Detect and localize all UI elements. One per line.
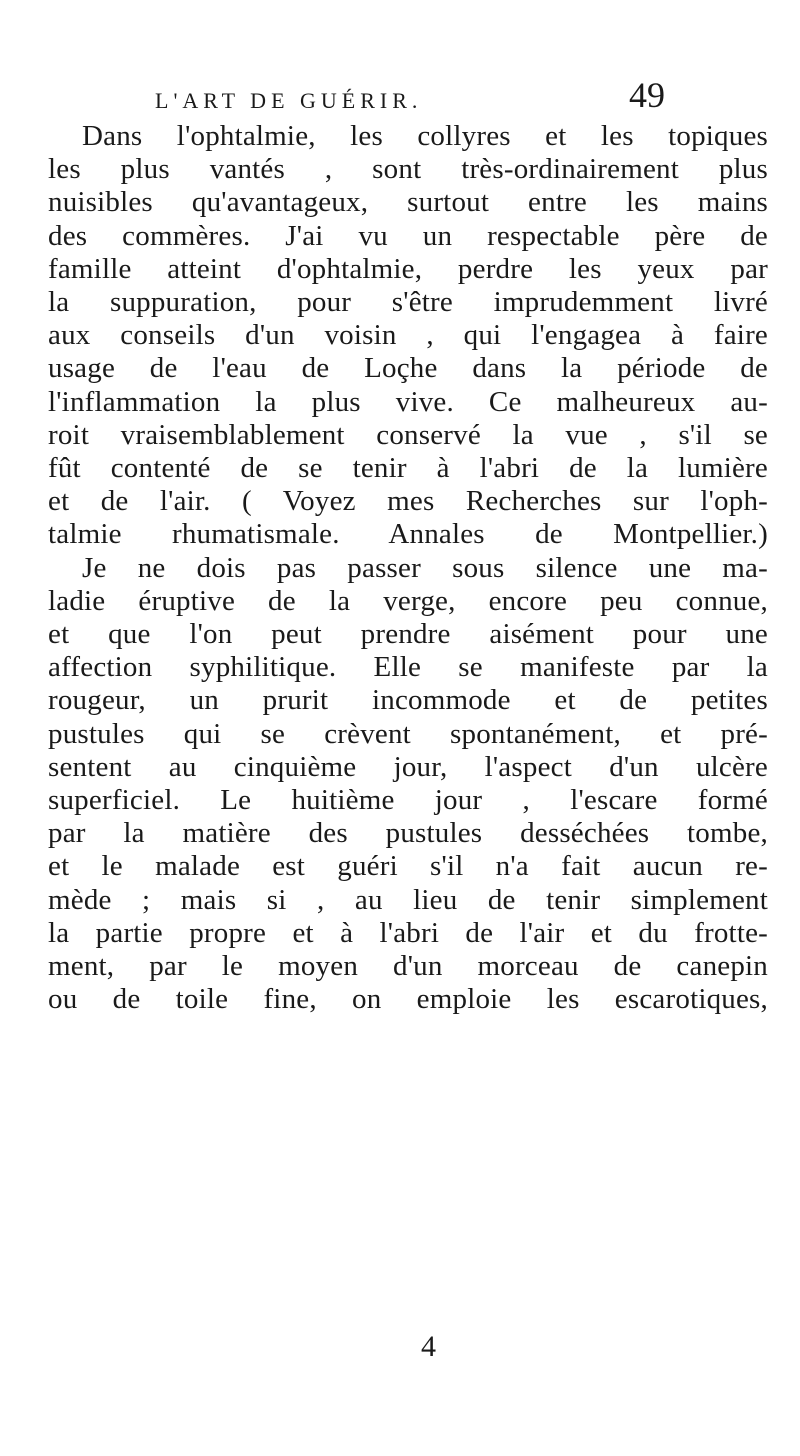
text-line: sentent au cinquième jour, l'aspect d'un ulcère [48, 750, 768, 783]
page-header [155, 74, 665, 118]
text-line: affection syphilitique. Elle se manifeste par la [48, 651, 768, 684]
body-text [48, 120, 768, 1016]
text-line: famille atteint d'ophtalmie, perdre les yeux par [48, 252, 768, 285]
text-line: et que l'on peut prendre aisément pour une [48, 618, 768, 651]
text-line: les plus vantés , sont très-ordinairement plus [48, 153, 768, 186]
page-number: 49 [629, 75, 665, 115]
text-line: usage de l'eau de Loçhe dans la période de [48, 352, 768, 385]
text-line: talmie rhumatismale. Annales de Montpellier.) [48, 518, 768, 551]
signature-mark: 4 [421, 1330, 436, 1363]
text-line: ment, par le moyen d'un morceau de canepin [48, 950, 768, 983]
text-line: aux conseils d'un voisin , qui l'engagea à faire [48, 319, 768, 352]
text-line: ladie éruptive de la verge, encore peu connue, [48, 584, 768, 617]
text-line: rougeur, un prurit incommode et de petites [48, 684, 768, 717]
text-line: l'inflammation la plus vive. Ce malheureux au- [48, 385, 768, 418]
text-line: des commères. J'ai vu un respectable père de [48, 219, 768, 252]
text-line: mède ; mais si , au lieu de tenir simplement [48, 883, 768, 916]
text-line: Dans l'ophtalmie, les collyres et les topiques [82, 120, 768, 152]
text-line: et de l'air. ( Voyez mes Recherches sur l'oph- [48, 485, 768, 518]
text-line: la partie propre et à l'abri de l'air et du frotte- [48, 916, 768, 949]
text-line: par la matière des pustules desséchées tombe, [48, 817, 768, 850]
text-line: superficiel. Le huitième jour , l'escare formé [48, 784, 768, 817]
text-line: et le malade est guéri s'il n'a fait aucun re- [48, 850, 768, 883]
text-line: la suppuration, pour s'être imprudemment livré [48, 286, 768, 319]
text-line: pustules qui se crèvent spontanément, et pré- [48, 717, 768, 750]
text-line: roit vraisemblablement conservé la vue , s'il se [48, 418, 768, 451]
text-line: ou de toile fine, on emploie les escarotiques, [48, 983, 768, 1016]
text-line: nuisibles qu'avantageux, surtout entre les mains [48, 186, 768, 219]
text-line: fût contenté de se tenir à l'abri de la lumière [48, 452, 768, 485]
running-title: L'ART DE GUÉRIR. [155, 88, 423, 113]
text-line: Je ne dois pas passer sous silence une ma- [82, 551, 768, 584]
